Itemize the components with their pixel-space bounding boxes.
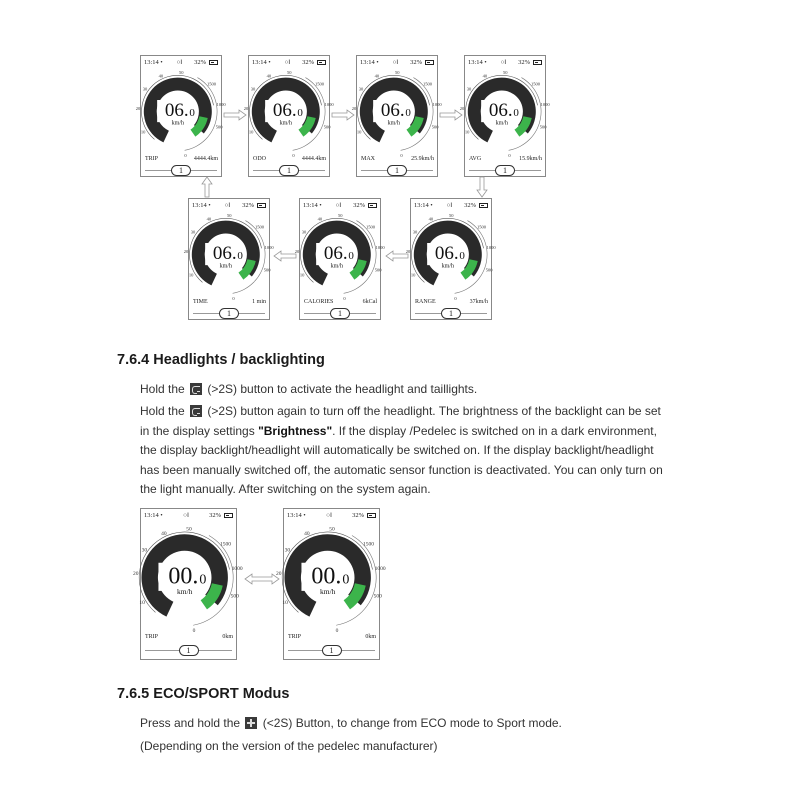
gauge-tick-label: 0 [343,295,346,301]
speed-unit: km/h [279,120,292,127]
gauge-tick-label: 30 [250,86,256,92]
display-screen-trip [135,55,226,177]
gauge-tick-label: 20 [132,571,139,578]
clock: 13:14 • [252,59,271,66]
gauge-tick-label: 1000 [324,101,334,107]
clock: 13:14 • [192,202,211,209]
arrow-right-icon [223,110,247,120]
speed-unit: km/h [219,263,232,270]
gauge-tick-label: 1000 [375,244,385,250]
gauge-tick-label: 20 [459,106,465,112]
gauge-tick-label: 500 [374,267,382,273]
gauge-tick-label: 1500 [219,541,231,548]
speed-unit: km/h [176,587,193,597]
battery-percent: 32% [242,202,254,209]
info-value: 0km [365,634,376,640]
assist-level: 1 [495,165,515,176]
arrow-double-icon [244,573,280,585]
speed-decimal: 0 [459,250,465,263]
speed-unit: km/h [441,263,454,270]
battery-percent: 32% [302,59,314,66]
speed-unit: km/h [319,587,336,597]
gauge-tick-label: 10 [188,272,194,278]
arrow-left-icon [273,251,297,261]
display-screen-time [183,198,274,320]
gauge-tick-label: 1000 [216,101,226,107]
speed-value: 06. [212,243,237,265]
speed-decimal: 0 [348,250,354,263]
speed-gauge [275,517,386,634]
gauge-tick-label: 10 [299,272,305,278]
speed-gauge [135,64,226,158]
arrow-right-icon [439,110,463,120]
gauge-tick-label: 50 [179,69,184,75]
info-value: 0km [222,634,233,640]
assist-level: 1 [179,645,199,656]
gauge-tick-label: 10 [464,129,470,135]
info-value: 4444.4km [193,156,218,162]
gauge-tick-label: 1500 [477,224,487,230]
clock: 13:14 • [303,202,322,209]
gauge-tick-label: 30 [284,547,291,554]
info-label: TRIP [288,634,302,640]
paragraph-eco-sport [140,714,700,734]
gauge-tick-label: 0 [400,152,403,158]
info-label: CALORIES [304,299,334,305]
gauge-tick-label: 50 [227,212,232,218]
battery-percent: 32% [209,512,221,519]
text: Press and hold the [140,716,244,730]
clock: 13:14 • [360,59,379,66]
display-screen-calories [294,198,385,320]
gauge-tick-label: 40 [304,530,310,537]
speed-value: 06. [272,100,297,122]
text: (Depending on the version of the pedelec manufacturer) [140,739,438,753]
gauge-tick-label: 50 [329,526,335,533]
gauge-tick-label: 40 [158,73,164,79]
info-label: TIME [193,299,208,305]
gauge-tick-label: 10 [140,129,146,135]
text: the display backlight/headlight will automatically be switched on. If the display backlight/headlight [140,443,654,457]
info-value: 15.9km/h [519,156,542,162]
gauge-tick-label: 10 [410,272,416,278]
battery-percent: 32% [352,512,364,519]
speed-decimal: 0 [405,107,411,120]
assist-level: 1 [387,165,407,176]
gauge-tick-label: 1500 [423,81,433,87]
assist-level: 1 [322,645,342,656]
gauge-tick-label: 30 [358,86,364,92]
gauge-tick-label: 20 [135,106,141,112]
info-label: TRIP [145,634,159,640]
gauge-tick-label: 500 [230,593,239,600]
gauge-tick-label: 1000 [432,101,442,107]
gauge-tick-label: 1000 [486,244,496,250]
gauge-tick-label: 40 [482,73,488,79]
section-heading-eco-sport: 7.6.5 ECO/SPORT Modus [117,686,290,702]
paragraph-eco-note [140,737,700,757]
assist-level: 1 [171,165,191,176]
speed-gauge [132,517,243,634]
gauge-tick-label: 0 [292,152,295,158]
speed-value: 00. [311,563,342,590]
info-label: TRIP [145,156,159,162]
gauge-tick-label: 500 [323,124,331,130]
clock: 13:14 • [144,512,163,519]
info-value: 25.9km/h [411,156,434,162]
display-screen-backlight-off [132,508,243,660]
gauge-tick-label: 30 [301,229,307,235]
speed-gauge [294,207,385,301]
speed-gauge [183,207,274,301]
gauge-tick-label: 40 [161,530,167,537]
gauge-tick-label: 1000 [374,566,386,573]
text: the light manually. After switching on the system again. [140,482,431,496]
speed-value: 06. [488,100,513,122]
gauge-tick-label: 20 [243,106,249,112]
gauge-tick-label: 1500 [362,541,374,548]
gauge-tick-label: 1000 [231,566,243,573]
battery-percent: 32% [410,59,422,66]
arrow-up-icon [202,176,212,198]
clock: 13:14 • [414,202,433,209]
assist-level: 1 [279,165,299,176]
gauge-tick-label: 0 [192,627,196,634]
gauge-tick-label: 1500 [207,81,217,87]
gauge-tick-label: 1500 [531,81,541,87]
speed-decimal: 0 [297,107,303,120]
headlight-icon: ○‖ [224,202,231,209]
gauge-tick-label: 20 [351,106,357,112]
info-value: 1 min [252,299,266,305]
speed-value: 06. [380,100,405,122]
gauge-tick-label: 10 [139,600,145,607]
assist-level: 1 [219,308,239,319]
arrow-down-icon [477,176,487,198]
gauge-tick-label: 40 [266,73,272,79]
info-value: 37km/h [469,299,488,305]
gauge-tick-label: 30 [412,229,418,235]
paragraph-headlight-on [140,380,700,400]
headlight-icon: ○‖ [326,512,332,519]
gauge-tick-label: 10 [248,129,254,135]
gauge-tick-label: 10 [282,600,288,607]
gauge-tick-label: 500 [373,593,382,600]
battery-percent: 32% [518,59,530,66]
gauge-tick-label: 0 [454,295,457,301]
headlight-icon: ○‖ [392,59,399,66]
gauge-tick-label: 1500 [255,224,265,230]
speed-gauge [459,64,550,158]
headlight-icon: ○‖ [335,202,342,209]
light-button-icon [190,383,202,395]
battery-percent: 32% [194,59,206,66]
brightness-setting-name: "Brightness" [258,423,333,438]
headlight-icon: ○‖ [500,59,507,66]
info-label: ODO [253,156,266,162]
gauge-tick-label: 500 [539,124,547,130]
headlight-icon: ○‖ [284,59,291,66]
gauge-tick-label: 50 [186,526,192,533]
gauge-tick-label: 1500 [315,81,325,87]
headlight-icon: ○‖ [183,512,189,519]
speed-unit: km/h [495,120,508,127]
gauge-tick-label: 1500 [366,224,376,230]
gauge-tick-label: 50 [395,69,400,75]
text: (>2S) button again to turn off the headlight. The brightness of the backlight can be set [204,404,661,418]
gauge-tick-label: 30 [141,547,148,554]
gauge-tick-label: 40 [428,216,434,222]
gauge-tick-label: 50 [449,212,454,218]
display-screen-avg [459,55,550,177]
speed-decimal: 0 [189,107,195,120]
gauge-tick-label: 50 [287,69,292,75]
gauge-tick-label: 500 [431,124,439,130]
speed-gauge [405,207,496,301]
speed-gauge [243,64,334,158]
gauge-tick-label: 0 [508,152,511,158]
gauge-tick-label: 500 [215,124,223,130]
headlight-icon: ○‖ [176,59,183,66]
info-value: 6kCal [362,299,377,305]
speed-decimal: 0 [342,572,350,588]
gauge-tick-label: 20 [294,249,300,255]
gauge-tick-label: 40 [317,216,323,222]
paragraph-headlight-off [140,402,700,500]
text: . If the display /Pedelec is switched on in a dark environment, [332,423,657,438]
display-screen-backlight-on [275,508,386,660]
display-screen-range [405,198,496,320]
speed-unit: km/h [330,263,343,270]
gauge-tick-label: 500 [263,267,271,273]
gauge-tick-label: 40 [206,216,212,222]
speed-unit: km/h [387,120,400,127]
gauge-tick-label: 30 [466,86,472,92]
speed-value: 06. [164,100,189,122]
gauge-tick-label: 1000 [264,244,274,250]
gauge-tick-label: 50 [338,212,343,218]
gauge-tick-label: 20 [405,249,411,255]
battery-percent: 32% [353,202,365,209]
info-label: AVG [469,156,482,162]
arrow-left-icon [385,251,409,261]
text: in the display settings [140,423,259,438]
gauge-tick-label: 30 [142,86,148,92]
text: (>2S) button to activate the headlight and taillights. [204,382,478,396]
arrow-right-icon [331,110,355,120]
gauge-tick-label: 20 [183,249,189,255]
speed-decimal: 0 [513,107,519,120]
gauge-tick-label: 0 [335,627,339,634]
section-heading-headlights: 7.6.4 Headlights / backlighting [117,352,325,368]
assist-level: 1 [330,308,350,319]
gauge-tick-label: 1000 [540,101,550,107]
clock: 13:14 • [144,59,163,66]
gauge-tick-label: 10 [356,129,362,135]
assist-level: 1 [441,308,461,319]
speed-decimal: 0 [199,572,207,588]
info-label: RANGE [415,299,436,305]
speed-unit: km/h [171,120,184,127]
info-value: 4444.4km [301,156,326,162]
gauge-tick-label: 0 [232,295,235,301]
text: Hold the [140,404,189,418]
display-screen-odo [243,55,334,177]
gauge-tick-label: 500 [485,267,493,273]
gauge-tick-label: 20 [275,571,282,578]
speed-decimal: 0 [237,250,243,263]
speed-value: 06. [434,243,459,265]
gauge-tick-label: 40 [374,73,380,79]
text: (<2S) Button, to change from ECO mode to Sport mode. [259,716,562,730]
plus-button-icon [245,717,257,729]
clock: 13:14 • [468,59,487,66]
gauge-tick-label: 30 [190,229,196,235]
display-screen-max [351,55,442,177]
speed-value: 06. [323,243,348,265]
text: Hold the [140,382,189,396]
speed-gauge [351,64,442,158]
light-button-icon [190,405,202,417]
headlight-icon: ○‖ [446,202,453,209]
gauge-tick-label: 0 [184,152,187,158]
clock: 13:14 • [287,512,306,519]
gauge-tick-label: 50 [503,69,508,75]
speed-value: 00. [168,563,199,590]
text: has been manually switched off, the automatic sensor function is deactivated. You can only turn on [140,462,663,477]
info-label: MAX [361,156,376,162]
battery-percent: 32% [464,202,476,209]
